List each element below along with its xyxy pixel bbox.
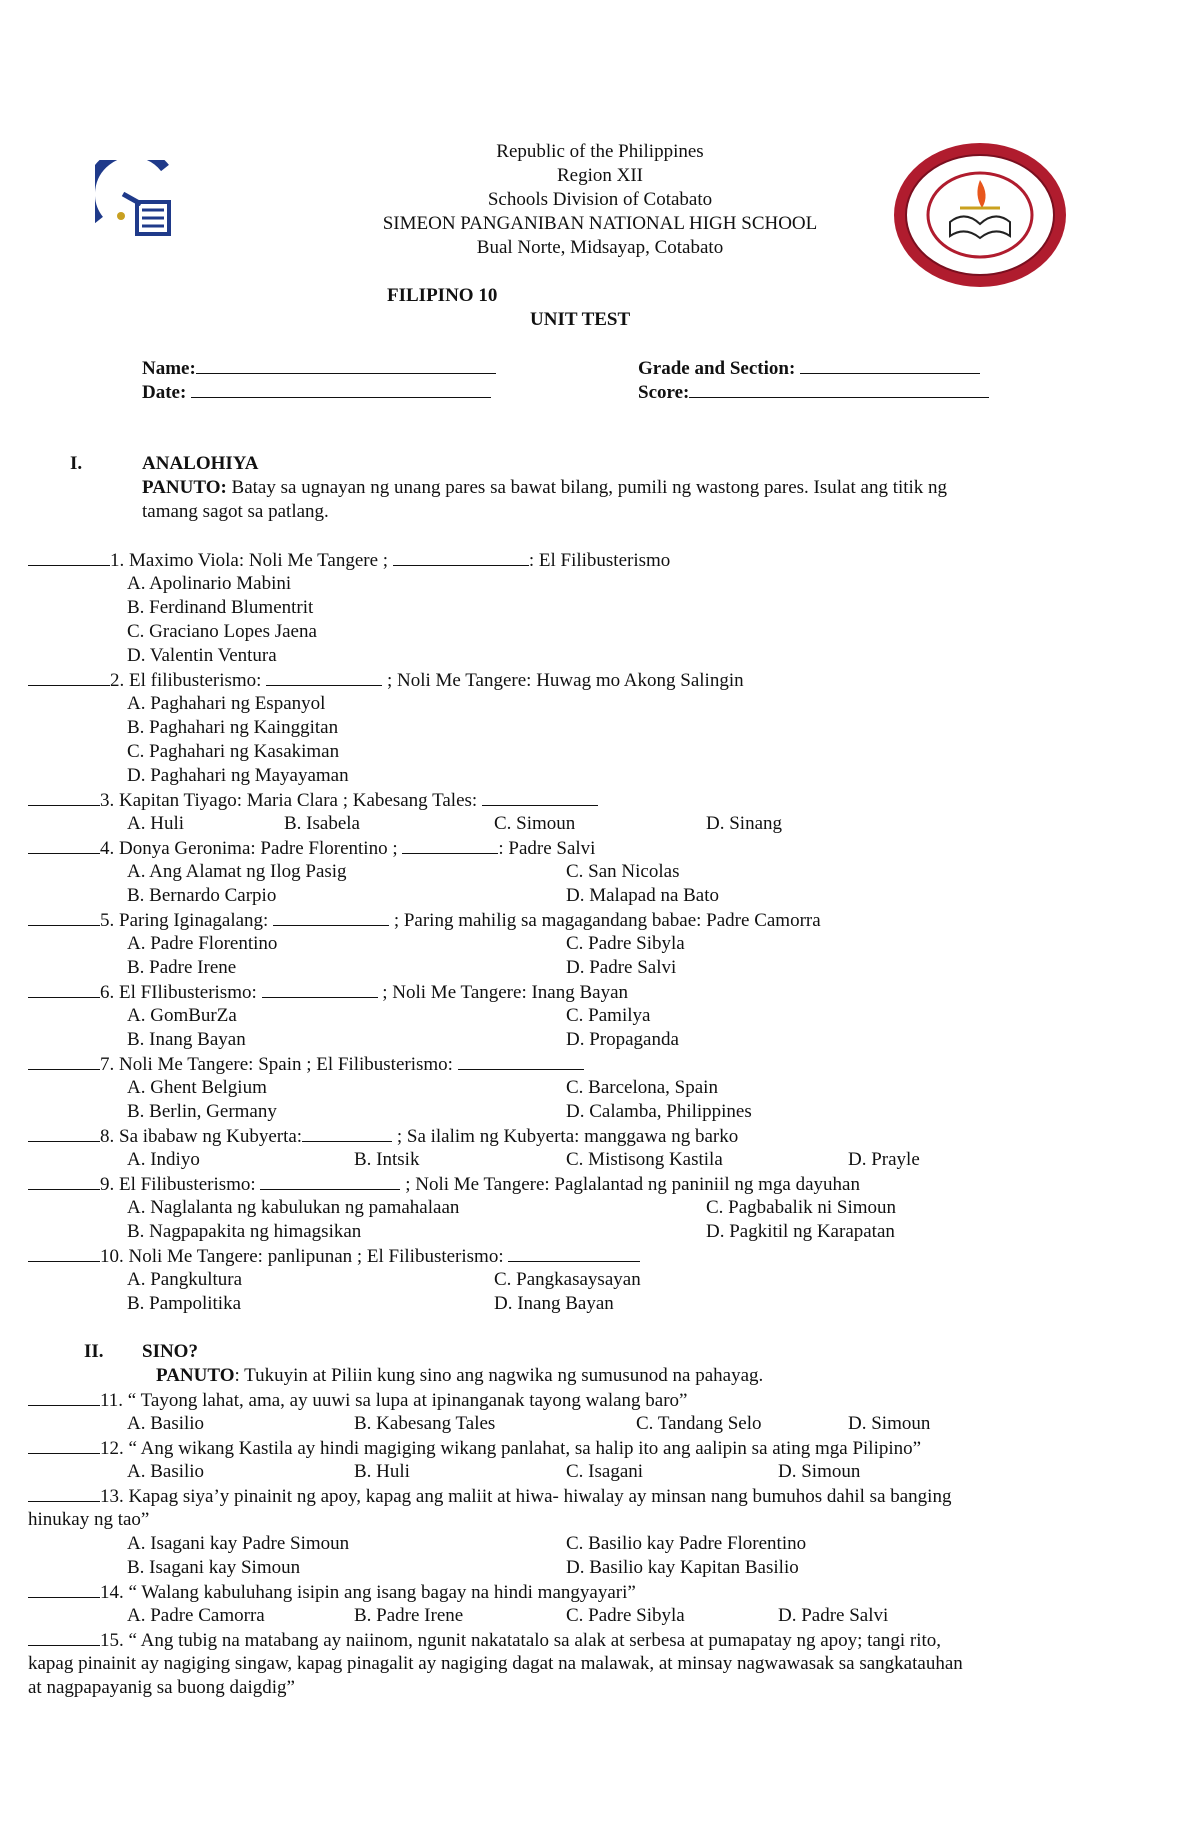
q13-option-c: C. Basilio kay Padre Florentino: [566, 1533, 807, 1554]
q10-option-c: C. Pangkasaysayan: [494, 1269, 641, 1290]
q14-option-b: B. Padre Irene: [354, 1605, 464, 1626]
grade-section-field[interactable]: Grade and Section:: [638, 357, 980, 380]
q4-option-b: B. Bernardo Carpio: [127, 885, 277, 906]
answer-blank-4[interactable]: [28, 837, 100, 854]
section-2-instructions: PANUTO: Tukuyin at Piliin kung sino ang nagwika ng sumusunod na pahayag.: [156, 1365, 764, 1386]
q4-option-c: C. San Nicolas: [566, 861, 680, 882]
question-5: 5. Paring Iginagalang: ; Paring mahilig sa magagandang babae: Padre Camorra: [28, 909, 821, 932]
question-6: 6. El FIlibusterismo: ; Noli Me Tangere: Inang Bayan: [28, 981, 628, 1004]
question-10: 10. Noli Me Tangere: panlipunan ; El Filibusterismo:: [28, 1245, 640, 1268]
q11-option-b: B. Kabesang Tales: [354, 1413, 496, 1434]
q5-option-a: A. Padre Florentino: [127, 933, 278, 954]
question-9: 9. El Filibusterismo: ; Noli Me Tangere: Paglalantad ng paniniil ng mga dayuhan: [28, 1173, 860, 1196]
answer-blank-9[interactable]: [28, 1173, 100, 1190]
q5-option-c: C. Padre Sibyla: [566, 933, 685, 954]
q11-option-d: D. Simoun: [848, 1413, 931, 1434]
q3-option-c: C. Simoun: [494, 813, 576, 834]
q14-option-a: A. Padre Camorra: [127, 1605, 265, 1626]
question-3: 3. Kapitan Tiyago: Maria Clara ; Kabesang Tales:: [28, 789, 598, 812]
question-12: 12. “ Ang wikang Kastila ay hindi magiging wikang panlahat, sa halip ito ang aalipin sa ating mga Pilipino”: [28, 1437, 921, 1460]
subject-title: FILIPINO 10: [387, 285, 498, 306]
q7-option-b: B. Berlin, Germany: [127, 1101, 277, 1122]
q1-option-a: A. Apolinario Mabini: [127, 573, 292, 594]
answer-blank-6[interactable]: [28, 981, 100, 998]
answer-blank-5[interactable]: [28, 909, 100, 926]
score-field[interactable]: Score:: [638, 381, 989, 404]
question-2: 2. El filibusterismo: ; Noli Me Tangere: Huwag mo Akong Salingin: [28, 669, 744, 692]
q6-option-a: A. GomBurZa: [127, 1005, 237, 1026]
header-school-name: SIMEON PANGANIBAN NATIONAL HIGH SCHOOL: [382, 213, 818, 234]
q5-option-b: B. Padre Irene: [127, 957, 237, 978]
q10-option-a: A. Pangkultura: [127, 1269, 243, 1290]
header-region: Region XII: [556, 165, 643, 186]
question-15: 15. “ Ang tubig na matabang ay naiinom, ngunit nakatatalo sa alak at serbesa at pumapatay ng apoy; tangi rito,: [28, 1629, 941, 1652]
header-address: Bual Norte, Midsayap, Cotabato: [476, 237, 724, 258]
question-8: 8. Sa ibabaw ng Kubyerta: ; Sa ilalim ng Kubyerta: manggawa ng barko: [28, 1125, 738, 1148]
q9-option-d: D. Pagkitil ng Karapatan: [706, 1221, 895, 1242]
answer-blank-12[interactable]: [28, 1437, 100, 1454]
q10-option-b: B. Pampolitika: [127, 1293, 241, 1314]
question-15-cont-2: at nagpapayanig sa buong daigdig”: [28, 1677, 295, 1698]
q8-option-c: C. Mistisong Kastila: [566, 1149, 723, 1170]
q9-option-b: B. Nagpapakita ng himagsikan: [127, 1221, 362, 1242]
q4-option-d: D. Malapad na Bato: [566, 885, 720, 906]
q8-option-b: B. Intsik: [354, 1149, 420, 1170]
q9-option-a: A. Naglalanta ng kabulukan ng pamahalaan: [127, 1197, 460, 1218]
q12-option-d: D. Simoun: [778, 1461, 861, 1482]
q13-option-b: B. Isagani kay Simoun: [127, 1557, 301, 1578]
section-1-title: ANALOHIYA: [142, 453, 259, 474]
q3-option-b: B. Isabela: [284, 813, 360, 834]
answer-blank-7[interactable]: [28, 1053, 100, 1070]
q6-option-c: C. Pamilya: [566, 1005, 651, 1026]
q14-option-c: C. Padre Sibyla: [566, 1605, 685, 1626]
q3-option-d: D. Sinang: [706, 813, 782, 834]
answer-blank-11[interactable]: [28, 1389, 100, 1406]
answer-blank-1[interactable]: [28, 549, 110, 566]
q12-option-a: A. Basilio: [127, 1461, 205, 1482]
answer-blank-3[interactable]: [28, 789, 100, 806]
section-1-instructions: PANUTO: Batay sa ugnayan ng unang pares sa bawat bilang, pumili ng wastong pares. Isulat ang titik ng: [142, 477, 948, 498]
name-field[interactable]: Name:: [142, 357, 496, 380]
q7-option-c: C. Barcelona, Spain: [566, 1077, 718, 1098]
q10-option-d: D. Inang Bayan: [494, 1293, 614, 1314]
section-2-number: II.: [84, 1341, 104, 1362]
q9-option-c: C. Pagbabalik ni Simoun: [706, 1197, 896, 1218]
q3-option-a: A. Huli: [127, 813, 184, 834]
answer-blank-14[interactable]: [28, 1581, 100, 1598]
q6-option-d: D. Propaganda: [566, 1029, 679, 1050]
q8-option-d: D. Prayle: [848, 1149, 920, 1170]
section-1-number: I.: [70, 453, 83, 474]
q12-option-c: C. Isagani: [566, 1461, 644, 1482]
question-13: 13. Kapag siya’y pinainit ng apoy, kapag ang maliit at hiwa- hiwalay ay minsan nang bumuhos dahil sa banging: [28, 1485, 951, 1508]
q2-option-c: C. Paghahari ng Kasakiman: [127, 741, 340, 762]
section-2-title: SINO?: [142, 1341, 198, 1362]
question-4: 4. Donya Geronima: Padre Florentino ; : Padre Salvi: [28, 837, 595, 860]
answer-blank-13[interactable]: [28, 1485, 100, 1502]
q6-option-b: B. Inang Bayan: [127, 1029, 246, 1050]
test-title: UNIT TEST: [530, 309, 631, 330]
q13-option-a: A. Isagani kay Padre Simoun: [127, 1533, 350, 1554]
q13-option-d: D. Basilio kay Kapitan Basilio: [566, 1557, 799, 1578]
header-division: Schools Division of Cotabato: [487, 189, 713, 210]
q5-option-d: D. Padre Salvi: [566, 957, 677, 978]
answer-blank-8[interactable]: [28, 1125, 100, 1142]
question-15-cont-1: kapag pinainit ay nagiging singaw, kapag pinagalit ay nagiging dagat na malawak, at minsay nagwawasak sa sangkatauhan: [28, 1653, 963, 1674]
q4-option-a: A. Ang Alamat ng Ilog Pasig: [127, 861, 347, 882]
question-1: 1. Maximo Viola: Noli Me Tangere ; : El Filibusterismo: [28, 549, 670, 572]
date-field[interactable]: Date:: [142, 381, 491, 404]
question-14: 14. “ Walang kabuluhang isipin ang isang bagay na hindi mangyayari”: [28, 1581, 636, 1604]
question-11: 11. “ Tayong lahat, ama, ay uuwi sa lupa at ipinanganak tayong walang baro”: [28, 1389, 687, 1412]
q11-option-a: A. Basilio: [127, 1413, 205, 1434]
q1-option-b: B. Ferdinand Blumentrit: [127, 597, 314, 618]
q2-option-b: B. Paghahari ng Kainggitan: [127, 717, 339, 738]
q12-option-b: B. Huli: [354, 1461, 410, 1482]
question-13-cont: hinukay ng tao”: [28, 1509, 150, 1530]
q7-option-a: A. Ghent Belgium: [127, 1077, 267, 1098]
q11-option-c: C. Tandang Selo: [636, 1413, 762, 1434]
answer-blank-10[interactable]: [28, 1245, 100, 1262]
q2-option-a: A. Paghahari ng Espanyol: [127, 693, 326, 714]
q14-option-d: D. Padre Salvi: [778, 1605, 889, 1626]
q2-option-d: D. Paghahari ng Mayayaman: [127, 765, 349, 786]
q8-option-a: A. Indiyo: [127, 1149, 200, 1170]
answer-blank-15[interactable]: [28, 1629, 100, 1646]
q1-option-d: D. Valentin Ventura: [127, 645, 277, 666]
answer-blank-2[interactable]: [28, 669, 110, 686]
q1-option-c: C. Graciano Lopes Jaena: [127, 621, 317, 642]
section-1-instructions-cont: tamang sagot sa patlang.: [142, 501, 329, 522]
header-republic: Republic of the Philippines: [496, 141, 704, 162]
q7-option-d: D. Calamba, Philippines: [566, 1101, 752, 1122]
question-7: 7. Noli Me Tangere: Spain ; El Filibusterismo:: [28, 1053, 584, 1076]
